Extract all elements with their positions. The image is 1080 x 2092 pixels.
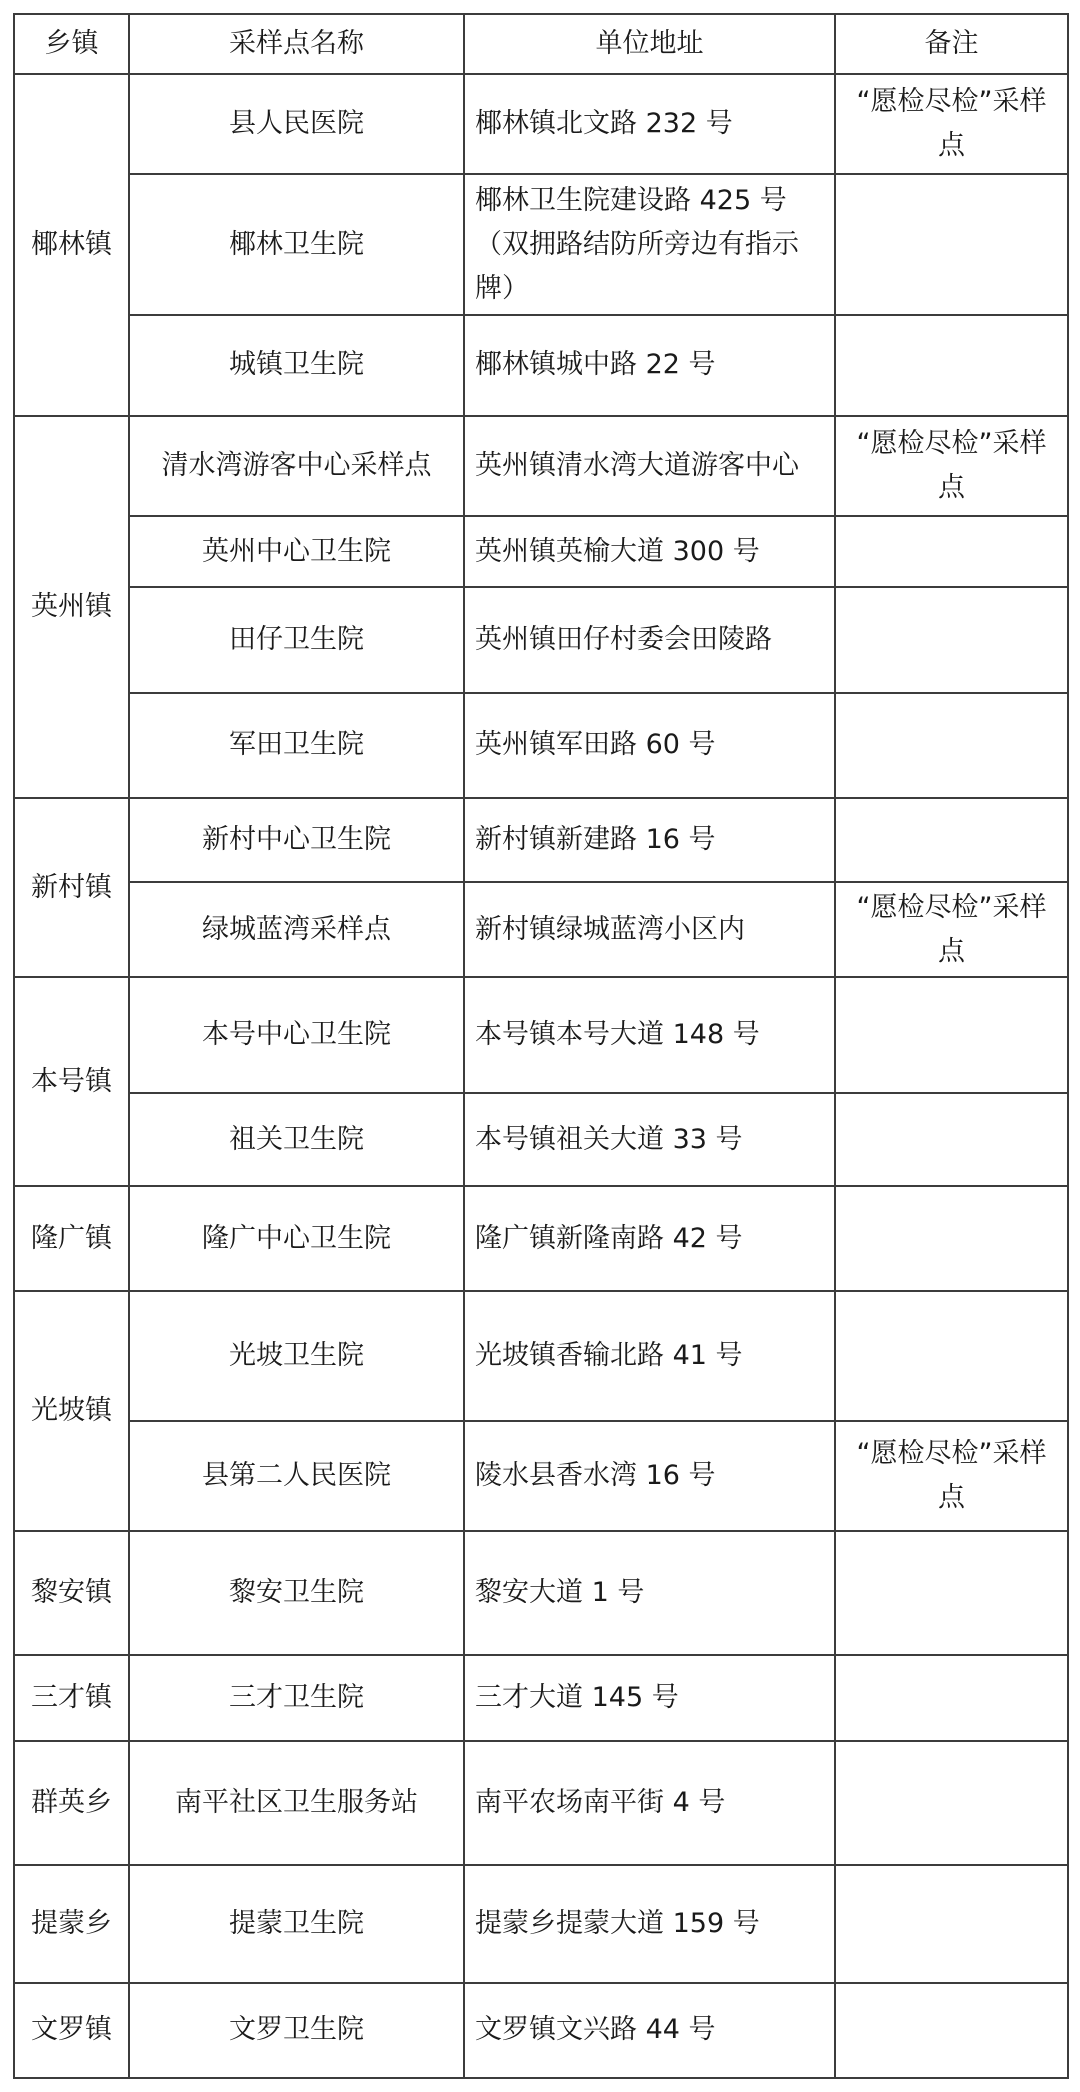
sampling-sites-table: [13, 13, 1069, 2079]
header-row: [14, 14, 1068, 74]
address-cell: 新村镇绿城蓝湾小区内: [464, 882, 835, 977]
town-cell: 英州镇: [14, 416, 129, 799]
note-cell: [835, 693, 1068, 798]
table-row: [14, 1865, 1068, 1983]
header-town: 乡镇: [14, 14, 129, 74]
site-name-cell: 县人民医院: [129, 74, 464, 174]
note-cell: “愿检尽检”采样点: [835, 1421, 1068, 1531]
site-name-cell: 县第二人民医院: [129, 1421, 464, 1531]
town-cell: 提蒙乡: [14, 1865, 129, 1983]
table-row: [14, 174, 1068, 315]
table-row: [14, 1291, 1068, 1421]
table-row: [14, 693, 1068, 798]
site-name-cell: 田仔卫生院: [129, 587, 464, 692]
address-cell: 文罗镇文兴路 44 号: [464, 1983, 835, 2078]
town-cell: 隆广镇: [14, 1186, 129, 1291]
table-row: [14, 798, 1068, 882]
table-row: [14, 1741, 1068, 1865]
note-cell: [835, 315, 1068, 415]
address-cell: 光坡镇香输北路 41 号: [464, 1291, 835, 1421]
town-cell: 新村镇: [14, 798, 129, 977]
address-cell: 英州镇田仔村委会田陵路: [464, 587, 835, 692]
address-cell: 三才大道 145 号: [464, 1655, 835, 1740]
address-cell: 英州镇英榆大道 300 号: [464, 516, 835, 588]
address-cell: 隆广镇新隆南路 42 号: [464, 1186, 835, 1291]
note-cell: [835, 1291, 1068, 1421]
town-cell: 光坡镇: [14, 1291, 129, 1530]
note-cell: [835, 1741, 1068, 1865]
address-cell: 椰林镇城中路 22 号: [464, 315, 835, 415]
address-cell: 英州镇清水湾大道游客中心: [464, 416, 835, 516]
note-cell: “愿检尽检”采样点: [835, 416, 1068, 516]
town-cell: 群英乡: [14, 1741, 129, 1865]
header-note: 备注: [835, 14, 1068, 74]
address-cell: 陵水县香水湾 16 号: [464, 1421, 835, 1531]
address-cell: 黎安大道 1 号: [464, 1531, 835, 1655]
table-row: [14, 1186, 1068, 1291]
address-cell: 本号镇祖关大道 33 号: [464, 1093, 835, 1186]
town-cell: 椰林镇: [14, 74, 129, 416]
site-name-cell: 祖关卫生院: [129, 1093, 464, 1186]
address-cell: 椰林卫生院建设路 425 号（双拥路结防所旁边有指示牌）: [464, 174, 835, 315]
note-cell: [835, 1531, 1068, 1655]
site-name-cell: 新村中心卫生院: [129, 798, 464, 882]
table-row: [14, 416, 1068, 516]
site-name-cell: 英州中心卫生院: [129, 516, 464, 588]
table-row: [14, 516, 1068, 588]
site-name-cell: 文罗卫生院: [129, 1983, 464, 2078]
note-cell: [835, 1655, 1068, 1740]
address-cell: 南平农场南平街 4 号: [464, 1741, 835, 1865]
table-row: [14, 74, 1068, 174]
header-address: 单位地址: [464, 14, 835, 74]
note-cell: [835, 1093, 1068, 1186]
table-row: [14, 315, 1068, 415]
address-cell: 椰林镇北文路 232 号: [464, 74, 835, 174]
town-cell: 本号镇: [14, 977, 129, 1186]
site-name-cell: 本号中心卫生院: [129, 977, 464, 1093]
site-name-cell: 南平社区卫生服务站: [129, 1741, 464, 1865]
site-name-cell: 城镇卫生院: [129, 315, 464, 415]
note-cell: [835, 1865, 1068, 1983]
site-name-cell: 清水湾游客中心采样点: [129, 416, 464, 516]
town-cell: 黎安镇: [14, 1531, 129, 1655]
note-cell: [835, 798, 1068, 882]
table-row: [14, 1093, 1068, 1186]
site-name-cell: 提蒙卫生院: [129, 1865, 464, 1983]
note-cell: [835, 1186, 1068, 1291]
table-row: [14, 1655, 1068, 1740]
table-row: [14, 587, 1068, 692]
site-name-cell: 隆广中心卫生院: [129, 1186, 464, 1291]
site-name-cell: 绿城蓝湾采样点: [129, 882, 464, 977]
site-name-cell: 军田卫生院: [129, 693, 464, 798]
address-cell: 英州镇军田路 60 号: [464, 693, 835, 798]
address-cell: 新村镇新建路 16 号: [464, 798, 835, 882]
table-row: [14, 882, 1068, 977]
address-cell: 本号镇本号大道 148 号: [464, 977, 835, 1093]
table-row: [14, 1421, 1068, 1531]
town-cell: 三才镇: [14, 1655, 129, 1740]
note-cell: [835, 587, 1068, 692]
site-name-cell: 椰林卫生院: [129, 174, 464, 315]
site-name-cell: 黎安卫生院: [129, 1531, 464, 1655]
table-row: [14, 977, 1068, 1093]
header-site-name: 采样点名称: [129, 14, 464, 74]
site-name-cell: 三才卫生院: [129, 1655, 464, 1740]
town-cell: 文罗镇: [14, 1983, 129, 2078]
note-cell: [835, 1983, 1068, 2078]
note-cell: [835, 977, 1068, 1093]
site-name-cell: 光坡卫生院: [129, 1291, 464, 1421]
note-cell: [835, 174, 1068, 315]
table-row: [14, 1531, 1068, 1655]
table-row: [14, 1983, 1068, 2078]
note-cell: “愿检尽检”采样点: [835, 74, 1068, 174]
address-cell: 提蒙乡提蒙大道 159 号: [464, 1865, 835, 1983]
note-cell: [835, 516, 1068, 588]
note-cell: “愿检尽检”采样点: [835, 882, 1068, 977]
